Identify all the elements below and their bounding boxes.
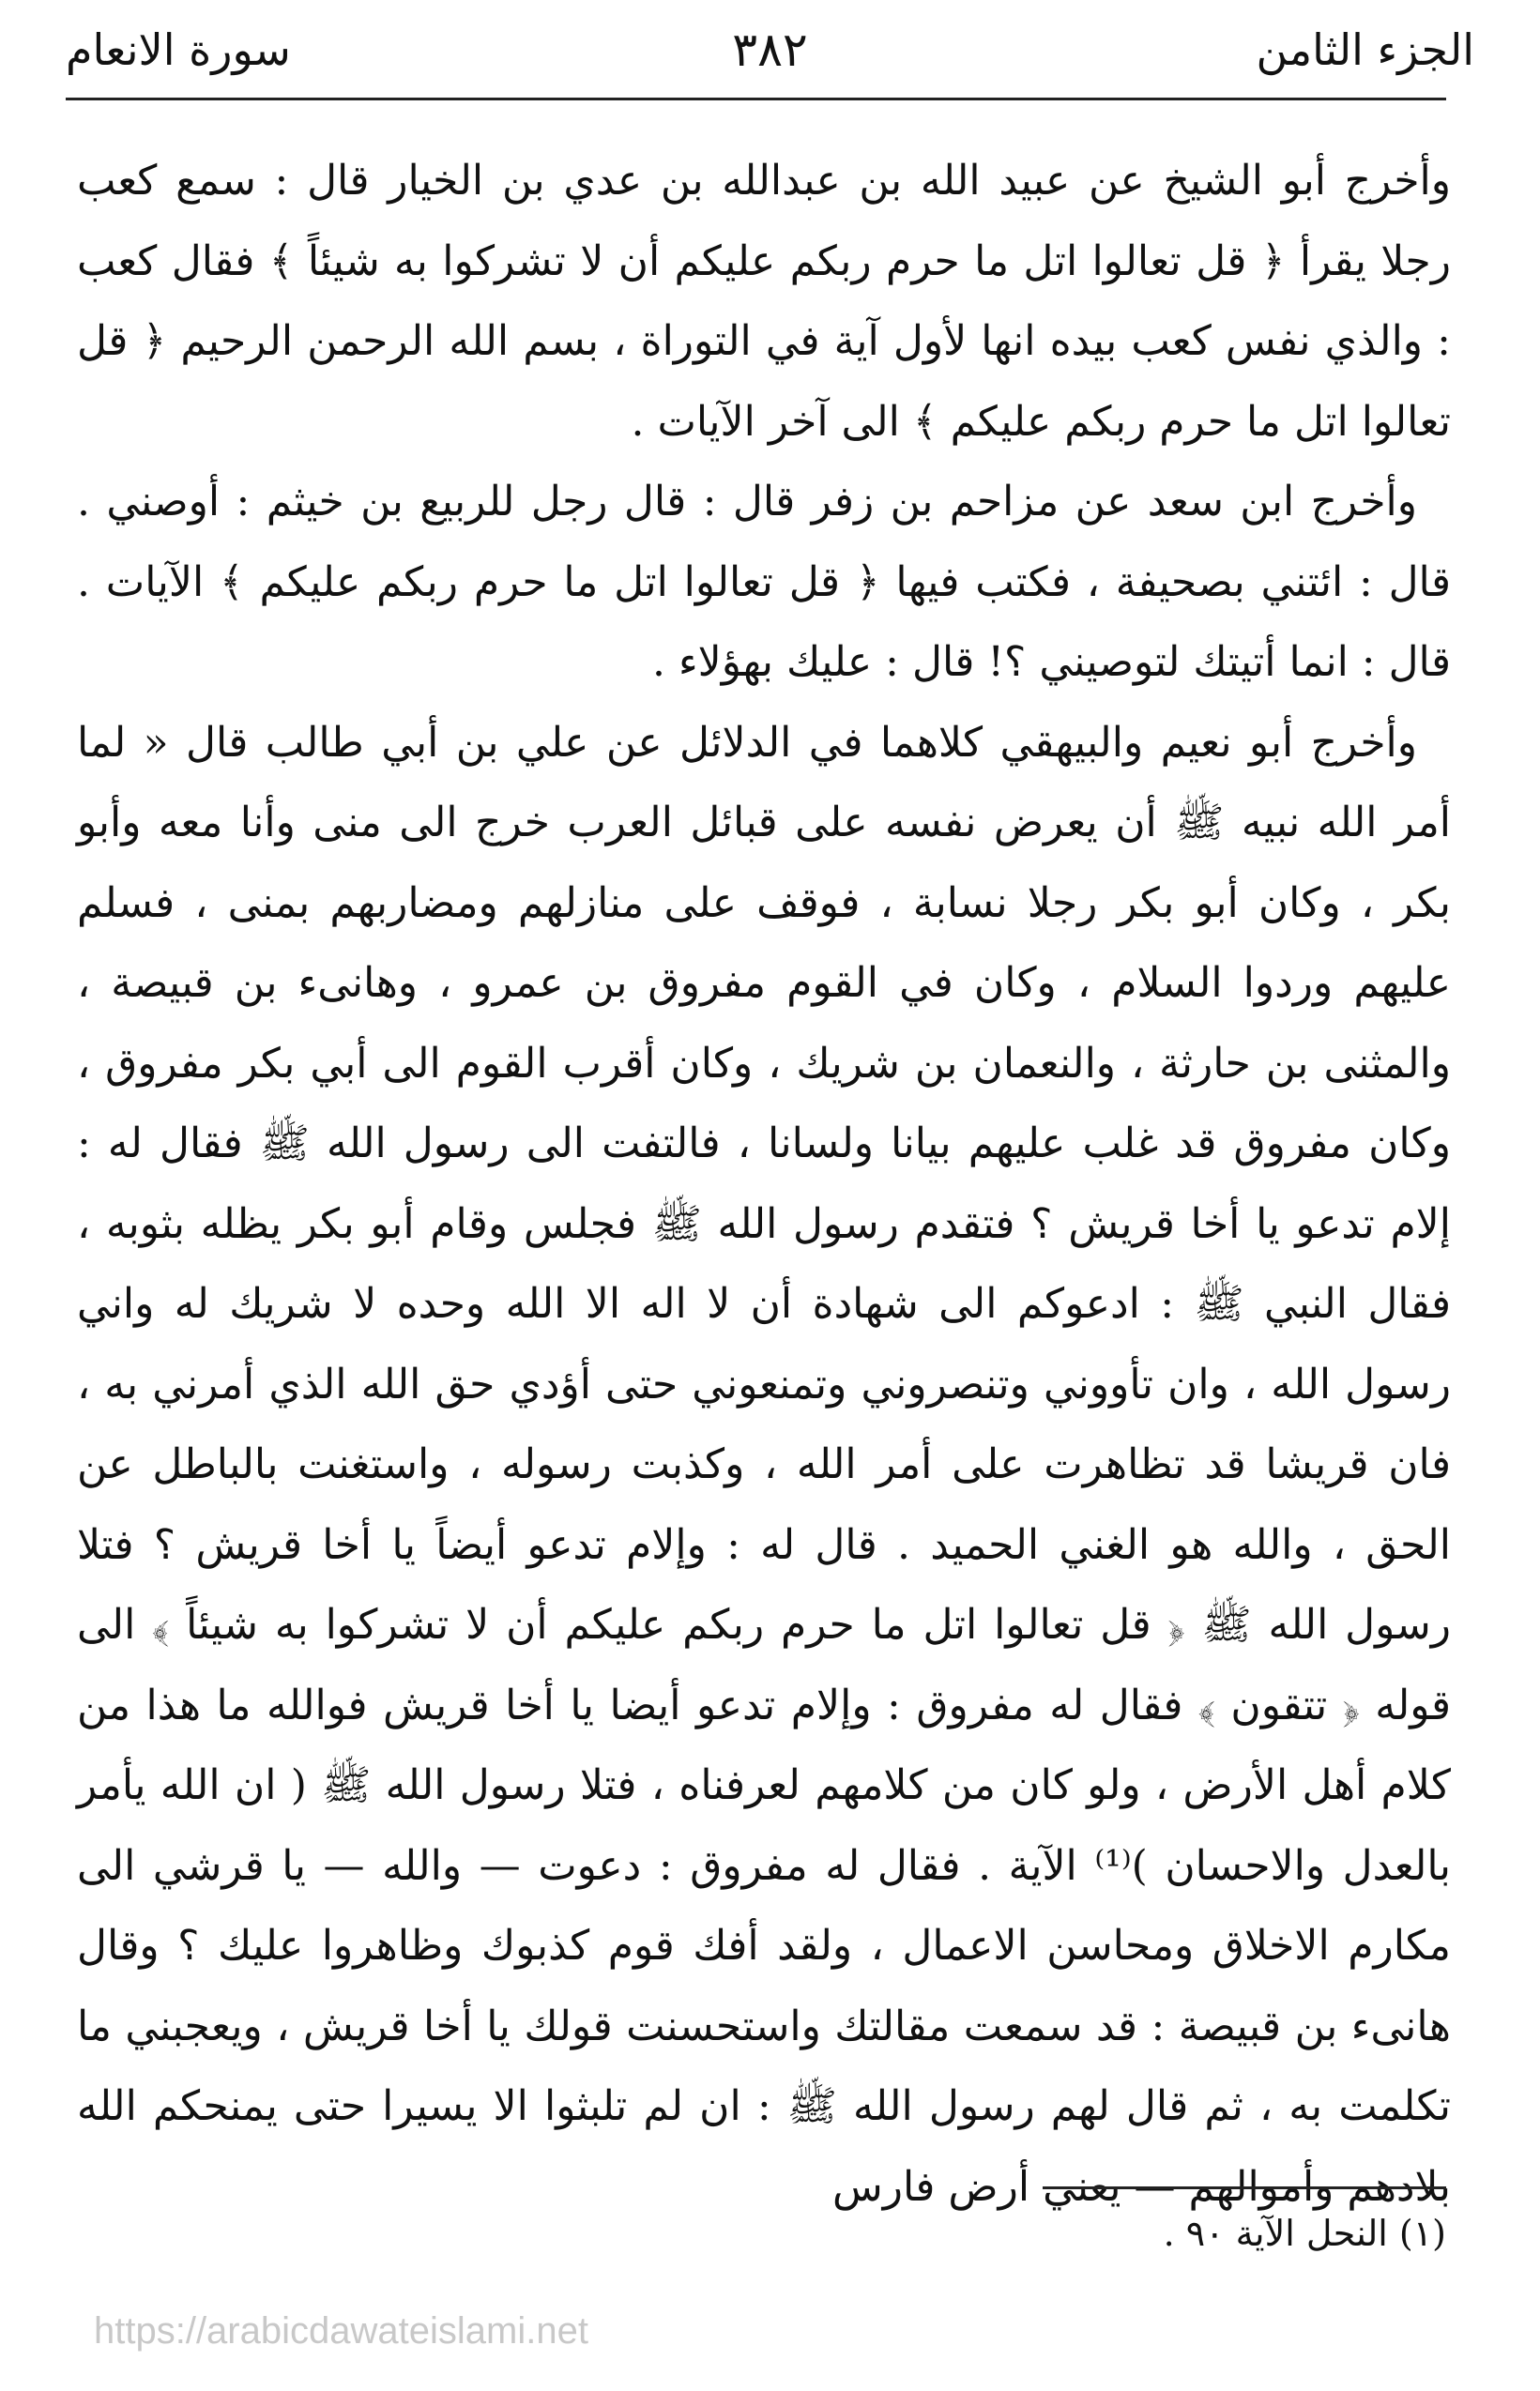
part-title: الجزء الثامن xyxy=(1256,24,1474,75)
page-number: ٣٨٢ xyxy=(732,23,808,77)
footnote: (١) النحل الآية ٩٠ . xyxy=(1163,2213,1446,2254)
footnote-divider xyxy=(1043,2186,1446,2189)
watermark-url: https://arabicdawateislami.net xyxy=(94,2310,588,2352)
main-text xyxy=(77,141,1451,2227)
header-divider xyxy=(66,98,1446,100)
paragraph-1: وأخرج أبو الشيخ عن عبيد الله بن عبدالله بن عدي بن الخيار قال : سمع كعب رجلا يقرأ ﴿ قل تعالوا اتل ما حرم ربكم عليكم أن لا تشركوا به شيئاً ﴾ فقال كعب : والذي نفس كعب بيده انها لأول آية في التوراة ، بسم الله الرحمن الرحيم ﴿ قل تعالوا اتل ما حرم ربكم عليكم ﴾ الى آخر الآيات . xyxy=(77,157,1451,446)
paragraph-2: وأخرج ابن سعد عن مزاحم بن زفر قال : قال رجل للربيع بن خيثم : أوصني . قال : ائتني بصحيفة ، فكتب فيها ﴿ قل تعالوا اتل ما حرم ربكم عليكم ﴾ الآيات . قال : انما أتيتك لتوصيني ؟! قال : عليك بهؤلاء . xyxy=(77,478,1451,686)
surah-title: سورة الانعام xyxy=(66,24,291,75)
page-header xyxy=(66,17,1474,83)
paragraph-3: وأخرج أبو نعيم والبيهقي كلاهما في الدلائل عن علي بن أبي طالب قال « لما أمر الله نبيه ﷺ أن يعرض نفسه على قبائل العرب خرج الى منى وأنا معه وأبو بكر ، وكان أبو بكر رجلا نسابة ، فوقف على منازلهم ومضاربهم بمنى ، فسلم عليهم وردوا السلام ، وكان في القوم مفروق بن عمرو ، وهانىء بن قبيصة ، والمثنى بن حارثة ، والنعمان بن شريك ، وكان أقرب القوم الى أبي بكر مفروق ، وكان مفروق قد غلب عليهم بيانا ولسانا ، فالتفت الى رسول الله ﷺ فقال له : إلام تدعو يا أخا قريش ؟ فتقدم رسول الله ﷺ فجلس وقام أبو بكر يظله بثوبه ، فقال النبي ﷺ : ادعوكم الى شهادة أن لا اله الا الله وحده لا شريك له واني رسول الله ، وان تأووني وتنصروني وتمنعوني حتى أؤدي حق الله الذي أمرني به ، فان قريشا قد تظاهرت على أمر الله ، وكذبت رسوله ، واستغنت بالباطل عن الحق ، والله هو الغني الحميد . قال له : وإلام تدعو أيضاً يا أخا قريش ؟ فتلا رسول الله ﷺ ﴿ قل تعالوا اتل ما حرم ربكم عليكم أن لا تشركوا به شيئاً ﴾ الى قوله ﴿ تتقون ﴾ فقال له مفروق : وإلام تدعو أيضا يا أخا قريش فوالله ما هذا من كلام أهل الأرض ، ولو كان من كلامهم لعرفناه ، فتلا رسول الله ﷺ ( ان الله يأمر بالعدل والاحسان )⁽¹⁾ الآية . فقال له مفروق : دعوت — والله — يا قرشي الى مكارم الاخلاق ومحاسن الاعمال ، ولقد أفك قوم كذبوك وظاهروا عليك ؟ وقال هانىء بن قبيصة : قد سمعت مقالتك واستحسنت قولك يا أخا قريش ، ويعجبني ما تكلمت به ، ثم قال لهم رسول الله ﷺ : ان لم تلبثوا الا يسيرا حتى يمنحكم الله بلادهم وأموالهم — يعني أرض فارس xyxy=(77,718,1452,2211)
